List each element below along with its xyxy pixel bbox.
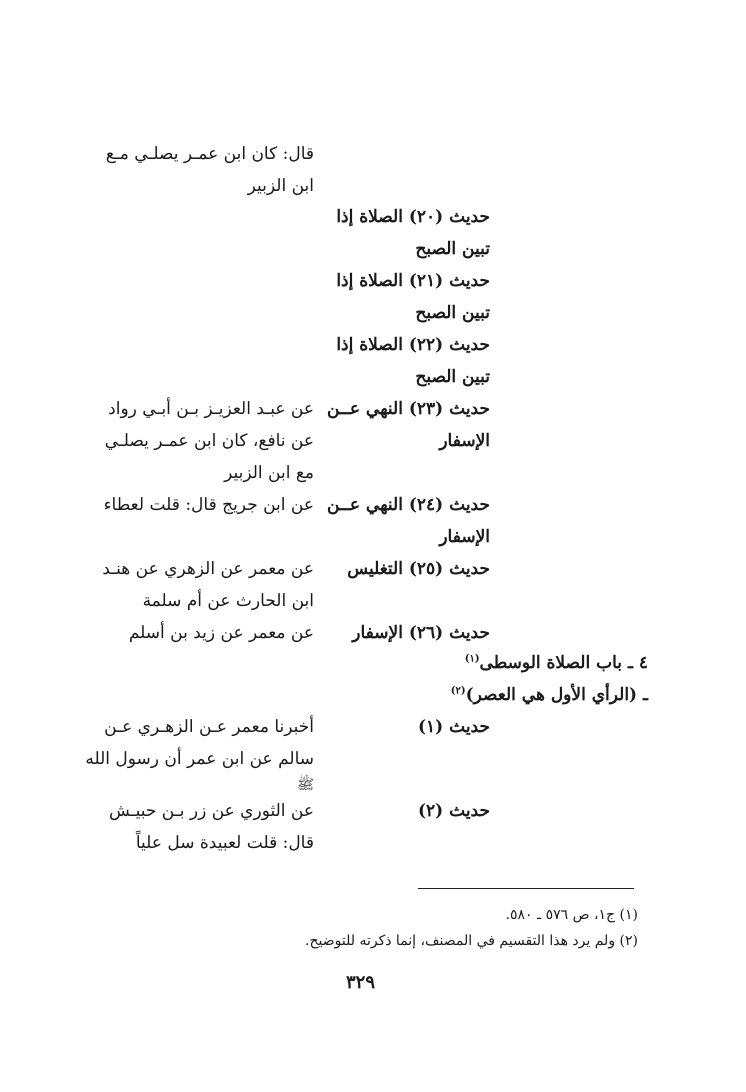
hadith-title: حديث (٢٦) الإسفار bbox=[352, 623, 490, 643]
hadith-title: حديث (٢٢) الصلاة إذا bbox=[336, 335, 490, 355]
hadith-title-cont: الإسفار bbox=[439, 527, 490, 547]
sub-heading-text: ـ (الرأي الأول هي العصر) bbox=[465, 685, 648, 705]
isnad-text: ابن الحارث عن أم سلمة bbox=[142, 591, 314, 611]
hadith-title: حديث (١) bbox=[417, 717, 490, 737]
section-heading-text: ٤ ـ باب الصلاة الوسطى bbox=[479, 653, 648, 673]
isnad-text: عن عبـد العزيـز بـن أبـي رواد bbox=[108, 399, 314, 419]
isnad-text: مع ابن الزبير bbox=[224, 463, 314, 483]
isnad-text: ابن الزبير bbox=[247, 176, 314, 196]
isnad-text: قال: كان ابن عمـر يصلـي مـع bbox=[105, 144, 314, 164]
hadith-title-cont: تبين الصبح bbox=[415, 239, 490, 259]
isnad-text: سالم عن ابن عمر أن رسول الله bbox=[85, 749, 314, 769]
salutation-ligature: ﷺ bbox=[297, 777, 314, 793]
sub-heading bbox=[451, 684, 648, 706]
isnad-text: قال: قلت لعبيدة سل علياً bbox=[135, 833, 314, 853]
isnad-text: عن نافع، كان ابن عمـر يصلـي bbox=[104, 431, 314, 451]
isnad-text: أخبرنا معمر عـن الزهـري عـن bbox=[104, 717, 314, 737]
section-heading bbox=[465, 652, 648, 674]
hadith-title: حديث (٢٥) التغليس bbox=[347, 559, 490, 579]
isnad-text: عن الثوري عن زر بـن حبيـش bbox=[108, 801, 314, 821]
hadith-title: حديث (٢٠) الصلاة إذا bbox=[336, 207, 490, 227]
footnote: (٢) ولم يرد هذا التقسيم في المصنف، إنما ذكرته للتوضيح. bbox=[305, 933, 638, 949]
hadith-title-cont: الإسفار bbox=[439, 431, 490, 451]
hadith-title: حديث (٢٣) النهي عــن bbox=[326, 399, 490, 419]
hadith-title: حديث (٢١) الصلاة إذا bbox=[336, 271, 490, 291]
hadith-title-cont: تبين الصبح bbox=[415, 303, 490, 323]
isnad-text: عن معمر عن زيد بن أسلم bbox=[128, 623, 314, 643]
hadith-title-cont: تبين الصبح bbox=[415, 367, 490, 387]
isnad-text: عن ابن جريج قال: قلت لعطاء bbox=[103, 495, 314, 515]
footnote-ref: (٢) bbox=[450, 685, 466, 697]
footnote: (١) ج١، ص ٥٧٦ ـ ٥٨٠. bbox=[505, 907, 638, 923]
page-number: ٣٢٩ bbox=[346, 972, 376, 993]
footnote-ref: (١) bbox=[464, 653, 480, 665]
hadith-title: حديث (٢) bbox=[417, 801, 490, 821]
isnad-text: عن معمر عن الزهري عن هنـد bbox=[102, 559, 314, 579]
hadith-title: حديث (٢٤) النهي عــن bbox=[326, 495, 490, 515]
footnote-divider bbox=[418, 888, 634, 889]
